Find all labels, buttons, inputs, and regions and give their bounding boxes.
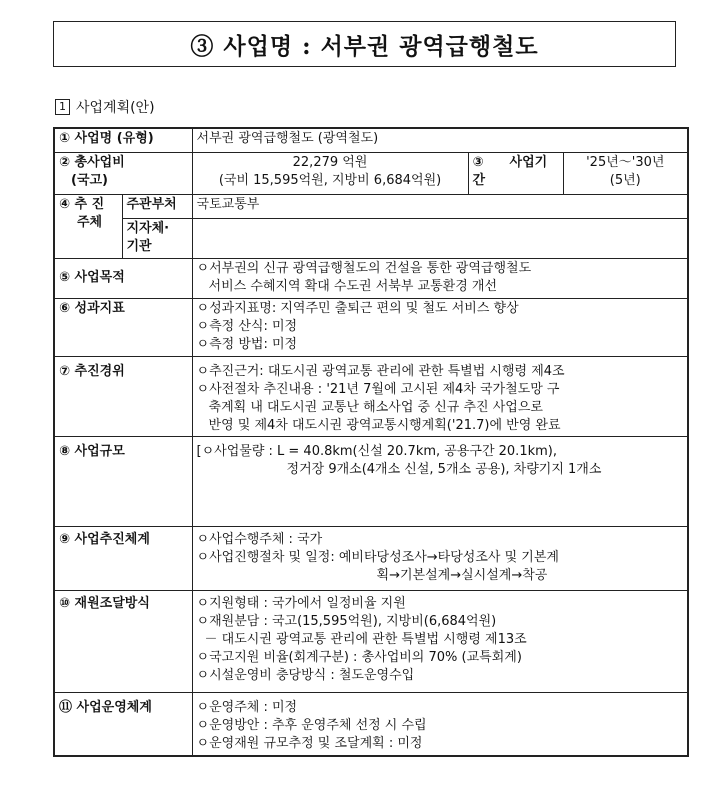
row-total-cost — [54, 152, 688, 194]
total-cost-label-line2: (국고) — [71, 172, 108, 188]
history-line: 축계획 내 대도시권 교통난 해소사업 중 신규 추진 사업으로 — [208, 399, 543, 415]
funding-line: ㅇ지원형태 : 국가에서 일정비율 지원 — [196, 595, 406, 611]
system-line: ㅇ사업진행절차 및 일정: 예비타당성조사→타당성조사 및 기본계 — [196, 549, 559, 565]
system-line: ㅇ사업수행주체 : 국가 — [196, 531, 323, 547]
operation-line: ㅇ운영재원 규모추정 및 조달계획 : 미정 — [196, 735, 423, 751]
history-label: ⑦ 추진경위 — [54, 356, 192, 436]
row-scale — [54, 436, 688, 526]
purpose-line: ㅇ서부권의 신규 광역급행철도의 건설을 통한 광역급행철도 — [196, 260, 532, 276]
row-funding — [54, 590, 688, 692]
ministry-value: 국토교통부 — [192, 194, 688, 218]
kpi-value — [192, 298, 688, 356]
ministry-label: 주관부처 — [122, 194, 192, 218]
funding-line: ㅇ국고지원 비율(회계구분) : 총사업비의 70% (교특회계) — [196, 649, 522, 665]
promoter-label-line2: 주체 — [77, 214, 103, 230]
system-line: 획→기본설계→실시설계→착공 — [376, 567, 548, 583]
operation-line: ㅇ운영주체 : 미정 — [196, 699, 298, 715]
kpi-label: ⑥ 성과지표 — [54, 298, 192, 356]
row-purpose — [54, 258, 688, 298]
section-title: 사업계획(안) — [76, 100, 155, 116]
period-years: (5년) — [609, 172, 641, 188]
history-line: ㅇ추진근거: 대도시권 광역교통 관리에 관한 특별법 시행령 제4조 — [196, 363, 565, 379]
funding-value — [192, 590, 688, 692]
operation-label: ⑪ 사업운영체계 — [54, 692, 192, 756]
kpi-line: ㅇ성과지표명: 지역주민 출퇴근 편의 및 철도 서비스 향상 — [196, 300, 519, 316]
total-cost-value — [192, 152, 468, 194]
project-plan-table — [53, 127, 689, 757]
page-title: ③ 사업명 : 서부권 광역급행철도 — [53, 21, 676, 67]
period-label — [468, 152, 563, 194]
row-system — [54, 526, 688, 590]
project-name-label: ① 사업명 (유형) — [54, 128, 192, 152]
section-number: 1 — [55, 99, 70, 115]
local-gov-label-line1: 지자체· — [126, 220, 170, 236]
history-line: ㅇ사전절차 추진내용 : '21년 7월에 고시된 제4차 국가철도망 구 — [196, 381, 560, 397]
total-cost-amount: 22,279 억원 — [292, 154, 368, 170]
total-cost-label-line1: ② 총사업비 — [59, 154, 125, 170]
scale-value — [192, 436, 688, 526]
total-cost-label — [54, 152, 192, 194]
history-line: 반영 및 제4차 대도시권 광역교통시행계획('21.7)에 반영 완료 — [208, 417, 561, 433]
history-value — [192, 356, 688, 436]
scale-label: ⑧ 사업규모 — [54, 436, 192, 526]
row-history — [54, 356, 688, 436]
operation-value — [192, 692, 688, 756]
funding-label: ⑩ 재원조달방식 — [54, 590, 192, 692]
period-label-line2: 간 — [472, 172, 486, 188]
row-kpi — [54, 298, 688, 356]
period-range: '25년～'30년 — [586, 154, 665, 170]
scale-line: 정거장 9개소(4개소 신설, 5개소 공용), 차량기지 1개소 — [286, 461, 602, 477]
purpose-line: 서비스 수혜지역 확대 수도권 서북부 교통환경 개선 — [208, 278, 498, 294]
kpi-line: ㅇ측정 방법: 미정 — [196, 336, 298, 352]
period-value — [563, 152, 688, 194]
promoter-label-line1: ④ 추 진 — [59, 196, 105, 212]
row-project-name — [54, 128, 688, 152]
funding-line: ㅇ재원분담 : 국고(15,595억원), 지방비(6,684억원) — [196, 613, 497, 629]
kpi-line: ㅇ측정 산식: 미정 — [196, 318, 298, 334]
system-value — [192, 526, 688, 590]
local-gov-label — [122, 218, 192, 258]
promoter-label — [54, 194, 122, 258]
row-promoter — [54, 194, 688, 218]
funding-line: ㅇ시설운영비 충당방식 : 철도운영수입 — [196, 667, 415, 683]
local-gov-label-line2: 기관 — [126, 238, 152, 254]
operation-line: ㅇ운영방안 : 추후 운영주체 선정 시 수립 — [196, 717, 427, 733]
purpose-label: ⑤ 사업목적 — [54, 258, 192, 298]
total-cost-breakdown: (국비 15,595억원, 지방비 6,684억원) — [218, 172, 442, 188]
project-name-value: 서부권 광역급행철도 (광역철도) — [192, 128, 688, 152]
scale-line: [ㅇ사업물량 : L = 40.8km(신설 20.7km, 공용구간 20.1km), — [196, 443, 557, 459]
funding-line: － 대도시권 광역교통 관리에 관한 특별법 시행령 제13조 — [204, 631, 527, 647]
section-heading — [55, 97, 155, 117]
row-local-gov — [54, 218, 688, 258]
purpose-value — [192, 258, 688, 298]
system-label: ⑨ 사업추진체계 — [54, 526, 192, 590]
row-operation — [54, 692, 688, 756]
local-gov-value — [192, 218, 688, 258]
period-label-line1: ③ 사업기 — [472, 154, 548, 170]
